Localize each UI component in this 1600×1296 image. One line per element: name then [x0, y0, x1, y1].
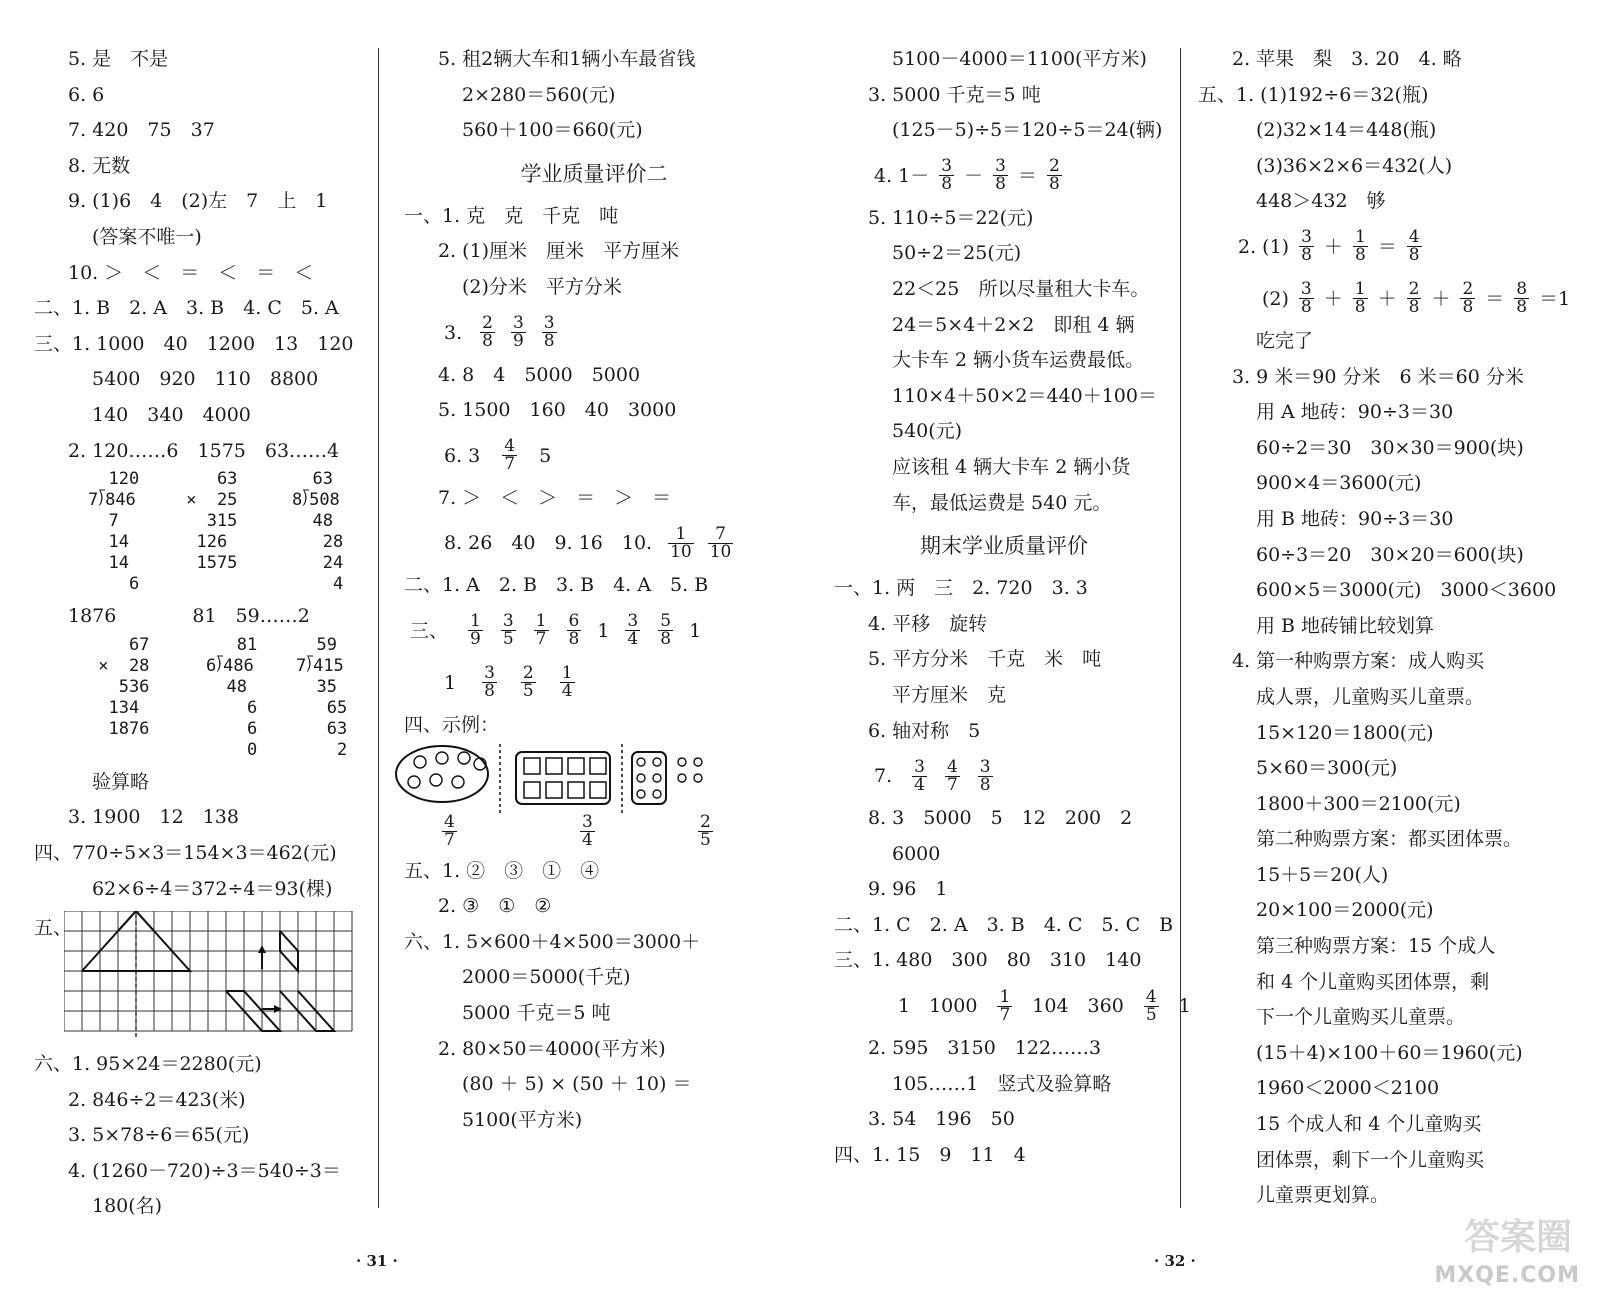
answer-line: 4. (1260－720)÷3＝540÷3＝ [68, 1159, 341, 1182]
fraction-numerator: 1 [1354, 227, 1366, 248]
fraction-denominator: 8 [1354, 297, 1366, 318]
fraction [993, 158, 1008, 193]
fraction-denominator: 8 [482, 331, 493, 352]
answer-line: 9. (1)6 4 (2)左 7 上 1 [68, 190, 328, 213]
fraction-numerator: 2 [1408, 279, 1420, 300]
fraction [978, 756, 993, 795]
fraction-numerator: 1 [1354, 279, 1366, 300]
inline-text: ＋ [1323, 235, 1343, 258]
fraction [1353, 229, 1368, 264]
answer-line: 5400 920 110 8800 [92, 368, 319, 391]
answer-line: 五、1. (1)192÷6＝32(瓶) [1198, 83, 1429, 106]
answer-line: 2×280＝560(元) [462, 83, 616, 106]
long-division: 120 7⟌846 7 14 14 6 [88, 469, 140, 595]
fraction [1299, 229, 1314, 264]
answer-line: (3)36×2×6＝432(人) [1256, 154, 1453, 177]
answer-line: 3. 1900 12 138 [68, 806, 239, 829]
fraction [658, 613, 673, 648]
fraction-denominator: 8 [660, 629, 672, 650]
answer-line: 和 4 个儿童购买团体票，剩 [1256, 970, 1490, 993]
fraction-denominator: 8 [1462, 297, 1474, 318]
long-division: 63 8⟌508 48 28 24 4 [292, 469, 344, 595]
fraction-numerator: 2 [1048, 156, 1060, 177]
inline-text: (2) [1262, 287, 1289, 310]
answer-line: 60÷2＝30 30×30＝900(块) [1256, 436, 1524, 459]
fraction-numerator: 1 [999, 986, 1011, 1007]
inline-text: ＋ [1323, 287, 1343, 310]
column-divider [1180, 48, 1181, 1208]
answer-line: 一、1. 两 三 2. 720 3. 3 [834, 577, 1088, 600]
fraction-numerator: 8 [1516, 279, 1528, 300]
answer-line: 六、1. 5×600＋4×500＝3000＋ [404, 930, 701, 953]
fraction [668, 523, 694, 562]
answer-line: 团体票，剩下一个儿童购买 [1256, 1148, 1485, 1171]
fraction [997, 986, 1012, 1025]
answer-line: 第三种购票方案：15 个成人 [1256, 935, 1496, 958]
fraction-denominator: 8 [1048, 174, 1060, 195]
fraction-numerator: 1 [668, 526, 694, 544]
answer-line: 10. ＞ ＜ ＝ ＜ ＝ ＜ [68, 261, 314, 284]
fraction-numerator: 4 [946, 756, 958, 777]
answer-line: 二、1. B 2. A 3. B 4. C 5. A [34, 297, 339, 320]
section-title: 期末学业质量评价 [920, 534, 1088, 559]
answer-line: 2. 80×50＝4000(平方米) [438, 1037, 666, 1060]
answer-line: 15 个成人和 4 个儿童购买 [1256, 1113, 1482, 1136]
fraction-numerator: 1 [470, 611, 481, 632]
answer-line: 560＋100＝660(元) [462, 119, 643, 142]
fraction-numerator: 3 [502, 611, 514, 632]
example-figures [404, 744, 784, 854]
answer-line: (2)32×14＝448(瓶) [1256, 119, 1437, 142]
answer-line: 900×4＝3600(元) [1256, 472, 1422, 495]
answer-line: 5100(平方米) [462, 1108, 583, 1131]
inline-text: ＝ [1017, 164, 1037, 187]
fraction [567, 613, 582, 648]
fraction [1047, 158, 1062, 193]
inline-text: 4. 1－ [874, 164, 930, 187]
answer-line: 用 A 地砖：90÷3＝30 [1256, 401, 1454, 424]
inline-text: 1 [444, 671, 457, 694]
answer-line: 成人票，儿童购买儿童票。 [1256, 685, 1485, 708]
answer-line: 15＋5＝20(人) [1256, 863, 1389, 886]
fraction-numerator: 2 [522, 663, 534, 684]
column-2 [404, 42, 784, 1138]
answer-line: 1876 81 59……2 [68, 605, 310, 628]
inline-text: 3. [444, 321, 463, 344]
answer-line: 6000 [892, 842, 941, 865]
inline-text: 5 [539, 444, 552, 467]
answer-line-fractions [404, 516, 784, 568]
answer-line: 下一个儿童购买儿童票。 [1256, 1006, 1466, 1029]
answer-line: 8. 无数 [68, 154, 131, 177]
answer-line: 第二种购票方案：都买团体票。 [1256, 828, 1523, 851]
fraction [1407, 281, 1422, 316]
vertical-multiplication: 67 × 28 536 134 1876 [98, 634, 150, 739]
fraction-denominator: 8 [1300, 297, 1312, 318]
answer-line: 四、770÷5×3＝154×3＝462(元) [34, 841, 337, 864]
answer-line: 60÷3＝20 30×20＝600(块) [1256, 543, 1524, 566]
fraction-denominator: 7 [999, 1004, 1011, 1025]
fraction-denominator: 10 [670, 541, 692, 562]
answer-line: 62×6÷4＝372÷4＝93(棵) [92, 877, 333, 900]
answer-line: 5. 租2辆大车和1辆小车最省钱 [438, 48, 696, 70]
fraction-figures [392, 744, 732, 824]
answer-line: 180(名) [92, 1195, 163, 1218]
answer-line: 5. 110÷5＝22(元) [868, 206, 1034, 229]
inline-text: ＝ [1377, 235, 1397, 258]
answer-line: 448＞432 够 [1256, 190, 1386, 213]
fraction-numerator: 4 [504, 436, 516, 457]
answer-line: 五、1. ② ③ ① ④ [404, 859, 600, 882]
answer-line-fractions [834, 749, 1174, 801]
answer-line: 7. ＞ ＜ ＞ ＝ ＞ ＝ [438, 486, 672, 509]
inline-text: 8. 26 40 9. 16 10. [444, 532, 653, 555]
answer-line: (80 ＋ 5) × (50 ＋ 10) ＝ [462, 1073, 692, 1096]
fraction-numerator: 4 [1408, 227, 1420, 248]
fraction-denominator: 5 [1145, 1004, 1157, 1025]
answer-line: 3. 5000 千克＝5 吨 [868, 83, 1041, 106]
page-number: · 31 · [356, 1252, 398, 1270]
answer-line: 四、示例： [404, 713, 500, 736]
fraction-denominator: 8 [1408, 245, 1420, 266]
fraction [542, 315, 557, 350]
answer-line: 20×100＝2000(元) [1256, 899, 1434, 922]
answer-line: (答案不唯一) [92, 225, 202, 248]
column-4 [1198, 42, 1578, 1214]
fraction-denominator: 8 [484, 681, 495, 702]
fraction-numerator: 4 [444, 811, 455, 832]
answer-line: 15×120＝1800(元) [1256, 721, 1434, 744]
fraction-denominator: 5 [502, 629, 514, 650]
answer-line: 2. 846÷2＝423(米) [68, 1088, 246, 1111]
fraction [945, 756, 960, 795]
answer-line: 大卡车 2 辆小货车运费最低。 [892, 349, 1145, 372]
fraction [625, 613, 640, 648]
inline-text: 104 360 [1032, 995, 1124, 1018]
section-title: 学业质量评价二 [520, 161, 668, 186]
fraction-numerator: 3 [979, 756, 991, 777]
fraction [1144, 986, 1159, 1025]
fraction-denominator: 8 [1408, 297, 1420, 318]
fraction [1460, 281, 1475, 316]
answer-line: 吃完了 [1256, 329, 1314, 352]
answer-line: 9. 96 1 [868, 878, 948, 901]
inline-text: 7. [874, 765, 893, 788]
fraction [521, 665, 536, 700]
fraction-numerator: 3 [941, 156, 953, 177]
fraction-denominator: 7 [946, 774, 958, 795]
inline-text: 6. 3 [444, 444, 481, 467]
answer-line: 2. (1)厘米 厘米 平方厘米 [438, 240, 680, 263]
answer-line: 6. 6 [68, 83, 105, 106]
fraction [939, 158, 954, 193]
answer-line: (125－5)÷5＝120÷5＝24(辆) [892, 119, 1163, 142]
answer-line: 2. 120……6 1575 63……4 [68, 439, 340, 462]
answer-line-fractions [834, 979, 1191, 1031]
answer-line: 应该租 4 辆大卡车 2 辆小货 [892, 455, 1131, 478]
fraction [511, 315, 526, 350]
answer-line: 用 B 地砖：90÷3＝30 [1256, 507, 1454, 530]
answer-line-fractions [404, 429, 784, 481]
answer-line: 5. 平方分米 千克 米 吨 [868, 648, 1102, 671]
answer-line: 22＜25 所以尽量租大卡车。 [892, 277, 1150, 300]
inline-text: － [964, 164, 984, 187]
answer-line: 540(元) [892, 420, 963, 443]
inline-text: 三、 [410, 619, 449, 642]
answer-line: 二、1. A 2. B 3. B 4. A 5. B [404, 574, 709, 597]
fraction [1407, 229, 1422, 264]
answer-line: 4. 第一种购票方案：成人购买 [1232, 650, 1485, 673]
answer-line: 5. 1500 160 40 3000 [438, 399, 677, 422]
page-number: · 32 · [1154, 1252, 1196, 1270]
inline-text: 1 1000 [898, 995, 978, 1018]
worked-calculations-1 [34, 469, 374, 599]
fraction [1353, 281, 1368, 316]
inline-text: 1 [597, 619, 610, 642]
answer-line: 一、1. 克 克 千克 吨 [404, 204, 619, 227]
fraction-denominator: 8 [995, 174, 1006, 195]
watermark-logo: 答案圈 [1463, 1217, 1572, 1258]
column-3 [834, 42, 1191, 1173]
fraction [482, 665, 497, 700]
fraction-numerator: 3 [512, 313, 524, 334]
fraction-denominator: 4 [627, 629, 639, 650]
column-1 [34, 42, 374, 1225]
answer-line: 1800＋300＝2100(元) [1256, 792, 1461, 815]
fraction-denominator: 8 [568, 629, 580, 650]
fraction-denominator: 9 [512, 331, 524, 352]
fraction [442, 811, 457, 850]
fraction-denominator: 8 [1301, 245, 1312, 266]
fraction-numerator: 5 [660, 611, 672, 632]
fraction [560, 665, 575, 700]
fraction-denominator: 7 [504, 454, 516, 475]
answer-line: 1960＜2000＜2100 [1256, 1077, 1440, 1100]
answer-line: 3. 9 米＝90 分米 6 米＝60 分米 [1232, 365, 1524, 388]
long-division: 81 6⟌486 48 6 6 0 [206, 634, 258, 760]
answer-line: 三、1. 1000 40 1200 13 120 [34, 332, 354, 355]
inline-text: 2. (1) [1238, 235, 1290, 258]
answer-line-fractions [404, 604, 784, 656]
fraction-numerator: 3 [1301, 227, 1312, 248]
watermark-text: MXQE.COM [1434, 1263, 1580, 1288]
fraction-numerator: 3 [1300, 279, 1312, 300]
grid-drawing-section [34, 907, 374, 1047]
answer-line: 车，最低运费是 540 元。 [892, 491, 1112, 514]
long-division: 59 7⟌415 35 65 63 2 [296, 634, 348, 760]
worked-calculations-2 [34, 635, 374, 765]
fraction [708, 523, 734, 562]
inline-text: ＝ [1485, 287, 1505, 310]
answer-line-fractions [834, 149, 1174, 201]
fraction-denominator: 8 [1354, 245, 1366, 266]
fraction-numerator: 2 [482, 313, 493, 334]
answer-line: 5100－4000＝1100(平方米) [892, 48, 1147, 70]
answer-line: 7. 420 75 37 [68, 119, 215, 142]
fraction-numerator: 6 [568, 611, 580, 632]
answer-line: 140 340 4000 [92, 403, 251, 426]
answer-line: 24＝5×4＋2×2 即租 4 辆 [892, 313, 1135, 336]
fraction-denominator: 4 [561, 681, 573, 702]
fraction-numerator: 1 [561, 663, 573, 684]
fraction-numerator: 1 [535, 611, 547, 632]
fraction-denominator: 8 [979, 774, 991, 795]
answer-line: 六、1. 95×24＝2280(元) [34, 1053, 262, 1076]
fraction-numerator: 3 [484, 663, 495, 684]
answer-line-fractions [404, 306, 784, 358]
answer-line: 50÷2＝25(元) [892, 242, 1022, 265]
answer-line: 2. ③ ① ② [438, 895, 552, 918]
answer-line: 三、1. 480 300 80 310 140 [834, 949, 1142, 972]
fraction [501, 613, 516, 648]
vertical-multiplication: 63 × 25 315 126 1575 [186, 469, 238, 574]
fraction-denominator: 8 [1516, 297, 1528, 318]
fraction-numerator: 2 [700, 811, 711, 832]
answer-line: 5000 千克＝5 吨 [462, 1001, 611, 1024]
answer-line: 二、1. C 2. A 3. B 4. C 5. C B [834, 913, 1174, 936]
fraction-numerator: 3 [582, 811, 593, 832]
answer-line: 平方厘米 克 [892, 683, 1007, 706]
fraction-denominator: 5 [700, 829, 711, 850]
inline-text: 1 [1178, 995, 1191, 1018]
fraction-denominator: 7 [444, 829, 455, 850]
fraction-numerator: 3 [543, 313, 555, 334]
answer-line: 2. 苹果 梨 3. 20 4. 略 [1232, 48, 1462, 70]
column-divider [378, 48, 379, 1208]
inline-text: ＝1 [1539, 287, 1571, 310]
fraction [912, 756, 927, 795]
answer-line: 4. 8 4 5000 5000 [438, 363, 641, 386]
answer-line: 5. 是 不是 [68, 48, 169, 70]
answer-line: 5×60＝300(元) [1256, 757, 1398, 780]
section-label: 五、 [34, 917, 73, 940]
fraction [480, 315, 495, 350]
inline-text: 1 [689, 619, 702, 642]
fraction [1299, 281, 1314, 316]
fraction-numerator: 7 [708, 526, 734, 544]
grid-figure [64, 911, 364, 1039]
fraction-numerator: 4 [1145, 986, 1157, 1007]
fraction-numerator: 3 [995, 156, 1006, 177]
fraction-denominator: 4 [914, 774, 925, 795]
answer-line: 6. 轴对称 5 [868, 719, 981, 742]
fraction-numerator: 3 [914, 756, 925, 777]
fraction-denominator: 7 [535, 629, 547, 650]
fraction-denominator: 10 [709, 541, 732, 562]
fraction-denominator: 8 [543, 331, 555, 352]
answer-line-fractions [1198, 220, 1578, 272]
fraction [502, 438, 517, 473]
answer-line: 验算略 [92, 770, 150, 793]
inline-text: ＋ [1377, 287, 1397, 310]
answer-line: (2)分米 平方分米 [462, 275, 622, 298]
fraction-numerator: 3 [627, 611, 639, 632]
answer-line: (15＋4)×100＋60＝1960(元) [1256, 1041, 1523, 1064]
answer-line: 4. 平移 旋转 [868, 612, 988, 635]
answer-line: 3. 54 196 50 [868, 1108, 1015, 1131]
fraction-denominator: 5 [522, 681, 534, 702]
fraction [580, 811, 595, 850]
fraction [534, 613, 549, 648]
answer-line: 2000＝5000(千克) [462, 966, 631, 989]
answer-line: 105……1 竖式及验算略 [892, 1072, 1112, 1095]
answer-line: 用 B 地砖铺比较划算 [1256, 614, 1435, 637]
answer-line-fractions [1198, 272, 1578, 324]
fraction [1514, 281, 1529, 316]
answer-line: 四、1. 15 9 11 4 [834, 1143, 1026, 1166]
inline-text: ＋ [1431, 287, 1451, 310]
fraction-denominator: 9 [470, 629, 481, 650]
answer-line: 600×5＝3000(元) 3000＜3600 [1256, 579, 1557, 602]
fraction-denominator: 4 [582, 829, 593, 850]
fraction [698, 811, 713, 850]
answer-line: 110×4＋50×2＝440＋100＝ [892, 384, 1157, 407]
fraction-numerator: 2 [1462, 279, 1474, 300]
answer-line-fractions [404, 656, 784, 708]
answer-line: 8. 3 5000 5 12 200 2 [868, 807, 1133, 830]
fraction-denominator: 8 [941, 174, 953, 195]
answer-line: 3. 5×78÷6＝65(元) [68, 1124, 250, 1147]
answer-line: 2. 595 3150 122……3 [868, 1037, 1102, 1060]
answer-line: 儿童票更划算。 [1256, 1184, 1390, 1207]
fraction [468, 613, 483, 648]
